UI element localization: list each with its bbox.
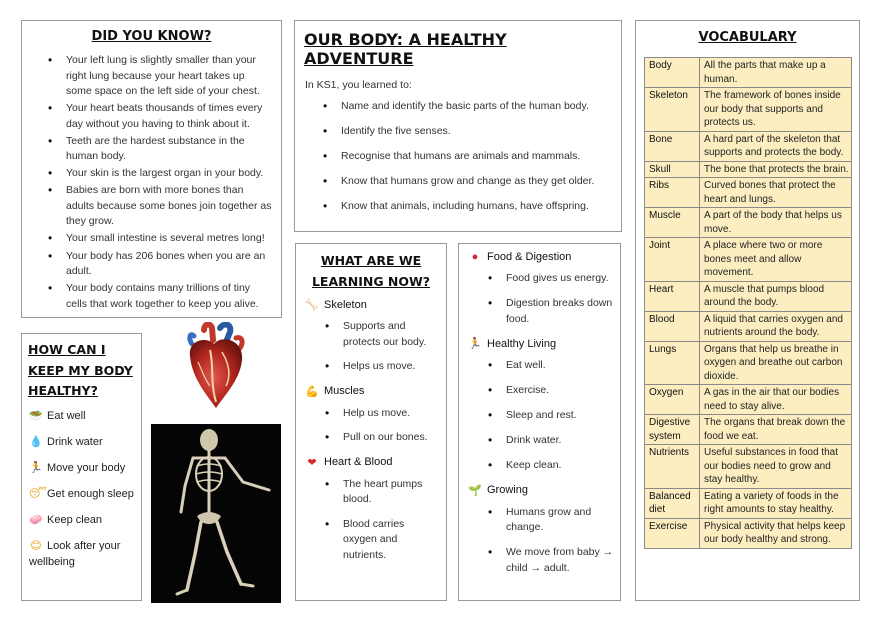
vocabulary-row [645, 415, 852, 445]
topic-point: • Digestion breaks down food. [506, 296, 614, 327]
topic-point: • The heart pumps blood. [343, 477, 440, 508]
topic-point: • Keep clean. [506, 458, 614, 474]
vocabulary-row [645, 341, 852, 385]
topic-sections [468, 251, 620, 576]
topic-points [343, 477, 440, 564]
topic-label: Muscles [324, 385, 365, 397]
topic-points [506, 505, 614, 577]
vocabulary-term: Oxygen [645, 385, 700, 415]
runner-icon: 🏃 [468, 338, 482, 350]
vocabulary-row [645, 208, 852, 238]
vocabulary-row [645, 311, 852, 341]
water-drop-icon: 💧 [29, 435, 43, 448]
vocabulary-definition: The organs that break down the food we eat. [700, 415, 852, 445]
vocabulary-term: Muscle [645, 208, 700, 238]
vocabulary-row [645, 161, 852, 178]
ks1-item: • Know that animals, including humans, have offspring. [341, 199, 613, 215]
soap-icon: 🧼 [29, 513, 43, 526]
topic-points [506, 271, 614, 327]
keep-healthy-title: HOW CAN I KEEP MY BODY HEALTHY? [28, 342, 133, 398]
facts-list [66, 53, 273, 312]
topic-point: • Pull on our bones. [343, 430, 440, 446]
vocabulary-term: Digestive system [645, 415, 700, 445]
vocabulary-term: Skeleton [645, 88, 700, 132]
vocabulary-definition: Curved bones that protect the heart and lungs. [700, 178, 852, 208]
heart-illustration [180, 322, 252, 412]
vocabulary-term: Ribs [645, 178, 700, 208]
vocabulary-term: Body [645, 58, 700, 88]
vocabulary-definition: All the parts that make up a human. [700, 58, 852, 88]
topic-label: Heart & Blood [324, 456, 393, 468]
vocabulary-definition: A gas in the air that our bodies need to stay alive. [700, 385, 852, 415]
healthy-tip [29, 538, 141, 570]
did-you-know-title: DID YOU KNOW? [91, 29, 212, 44]
vocabulary-row [645, 445, 852, 489]
skeleton-illustration [151, 424, 281, 603]
ks1-list [341, 99, 613, 215]
learning-now-panel [295, 243, 447, 601]
topic-label: Healthy Living [487, 337, 557, 350]
fact-item: • Babies are born with more bones than adults because some bones join together as they grow. [66, 183, 273, 230]
vocabulary-definition: The bone that protects the brain. [700, 161, 852, 178]
fact-item: • Your body has 206 bones when you are an adult. [66, 249, 273, 280]
learning-sections [305, 298, 446, 563]
fact-item: • Your small intestine is several metres long! [66, 231, 273, 247]
topic-heading [305, 385, 446, 398]
vocabulary-term: Bone [645, 131, 700, 161]
vocabulary-row [645, 178, 852, 208]
vocabulary-definition: A part of the body that helps us move. [700, 208, 852, 238]
bone-icon: 🦴 [305, 299, 319, 311]
apple-icon: ● [471, 251, 479, 263]
page-title: OUR BODY: A HEALTHY ADVENTURE [304, 30, 507, 68]
topics-panel [458, 243, 621, 601]
keep-healthy-panel [21, 333, 142, 601]
seedling-icon: 🌱 [468, 484, 482, 497]
topic-heading [468, 337, 620, 350]
healthy-tip [29, 460, 141, 476]
vocabulary-panel [635, 20, 860, 601]
vocabulary-row [645, 238, 852, 282]
vocabulary-definition: Useful substances in food that our bodies need to grow and stay healthy. [700, 445, 852, 489]
topic-heading [305, 456, 446, 469]
vocabulary-definition: Physical activity that helps keep our body healthy and strong. [700, 518, 852, 548]
runner-icon: 🏃 [29, 461, 43, 474]
vocabulary-row [645, 488, 852, 518]
topic-point: • Supports and protects our body. [343, 319, 440, 350]
ks1-item: • Name and identify the basic parts of the human body. [341, 99, 613, 115]
vocabulary-term: Exercise [645, 518, 700, 548]
vocabulary-term: Nutrients [645, 445, 700, 489]
healthy-tip [29, 486, 141, 502]
vocabulary-row [645, 518, 852, 548]
vocabulary-table [644, 57, 852, 549]
fact-item: • Teeth are the hardest substance in the human body. [66, 134, 273, 165]
ks1-item: • Recognise that humans are animals and mammals. [341, 149, 613, 165]
topic-heading [305, 298, 446, 311]
healthy-tips [29, 408, 141, 570]
topic-point: • Exercise. [506, 383, 614, 399]
healthy-tip [29, 434, 141, 450]
fact-item: • Your heart beats thousands of times every day without you having to think about it. [66, 101, 273, 132]
heart-icon: ❤ [307, 456, 317, 469]
learning-now-title: WHAT ARE WE LEARNING NOW? [311, 253, 431, 289]
vocabulary-row [645, 58, 852, 88]
vocabulary-term: Blood [645, 311, 700, 341]
topic-label: Skeleton [324, 298, 367, 311]
topic-point: • Helps us move. [343, 359, 440, 375]
main-title-panel [294, 20, 622, 232]
healthy-tip [29, 512, 141, 528]
vocabulary-definition: Organs that help us breathe in oxygen and breathe out carbon dioxide. [700, 341, 852, 385]
vocabulary-definition: A muscle that pumps blood around the body. [700, 281, 852, 311]
ks1-item: • Identify the five senses. [341, 124, 613, 140]
topic-point: • Humans grow and change. [506, 505, 614, 536]
smiley-icon: 😊 [30, 539, 42, 552]
fact-item: • Your body contains many trillions of tiny cells that work together to keep you alive. [66, 281, 273, 312]
vocabulary-title: VOCABULARY [698, 30, 797, 45]
healthy-tip-label: Keep clean [47, 513, 103, 526]
topic-point: • Drink water. [506, 433, 614, 449]
topic-points [343, 406, 440, 446]
vocabulary-row [645, 281, 852, 311]
vocabulary-definition: A place where two or more bones meet and allow movement. [700, 238, 852, 282]
fact-item: • Your skin is the largest organ in your body. [66, 166, 273, 182]
topic-heading [468, 251, 620, 263]
healthy-tip-label: Get enough sleep [47, 487, 134, 500]
healthy-tip-label: Drink water [47, 435, 103, 448]
topic-point: • Eat well. [506, 358, 614, 374]
healthy-tip [29, 408, 141, 424]
vocabulary-term: Balanced diet [645, 488, 700, 518]
vocabulary-definition: A liquid that carries oxygen and nutrients around the body. [700, 311, 852, 341]
vocabulary-term: Heart [645, 281, 700, 311]
healthy-tip-label: Move your body [47, 461, 126, 474]
fact-item: • Your left lung is slightly smaller than your right lung because your heart takes up some space on the left side of your chest. [66, 53, 273, 100]
topic-point: • Food gives us energy. [506, 271, 614, 287]
sleeping-face-icon: 😴 [29, 487, 47, 500]
did-you-know-panel [21, 20, 282, 318]
vocabulary-definition: Eating a variety of foods in the right amounts to stay healthy. [700, 488, 852, 518]
intro-text: In KS1, you learned to: [305, 79, 412, 91]
healthy-tip-label: Eat well [47, 409, 86, 422]
vocabulary-term: Joint [645, 238, 700, 282]
topic-point: • Sleep and rest. [506, 408, 614, 424]
vocabulary-row [645, 131, 852, 161]
vocabulary-definition: A hard part of the skeleton that supports and protects the body. [700, 131, 852, 161]
vocabulary-term: Lungs [645, 341, 700, 385]
topic-points [506, 358, 614, 474]
vocabulary-term: Skull [645, 161, 700, 178]
healthy-tip-label: Look after your wellbeing [29, 539, 121, 568]
topic-point: • Help us move. [343, 406, 440, 422]
topic-point: • We move from baby → child → adult. [506, 545, 614, 576]
topic-points [343, 319, 440, 375]
vocabulary-definition: The framework of bones inside our body that supports and protects us. [700, 88, 852, 132]
vocabulary-row [645, 88, 852, 132]
ks1-item: • Know that humans grow and change as they get older. [341, 174, 613, 190]
salad-icon: 🥗 [29, 409, 43, 422]
topic-label: Growing [487, 484, 528, 496]
topic-label: Food & Digestion [487, 251, 572, 263]
topic-heading [468, 484, 620, 497]
vocabulary-row [645, 385, 852, 415]
topic-point: • Blood carries oxygen and nutrients. [343, 517, 440, 564]
flexed-arm-icon: 💪 [305, 385, 319, 398]
